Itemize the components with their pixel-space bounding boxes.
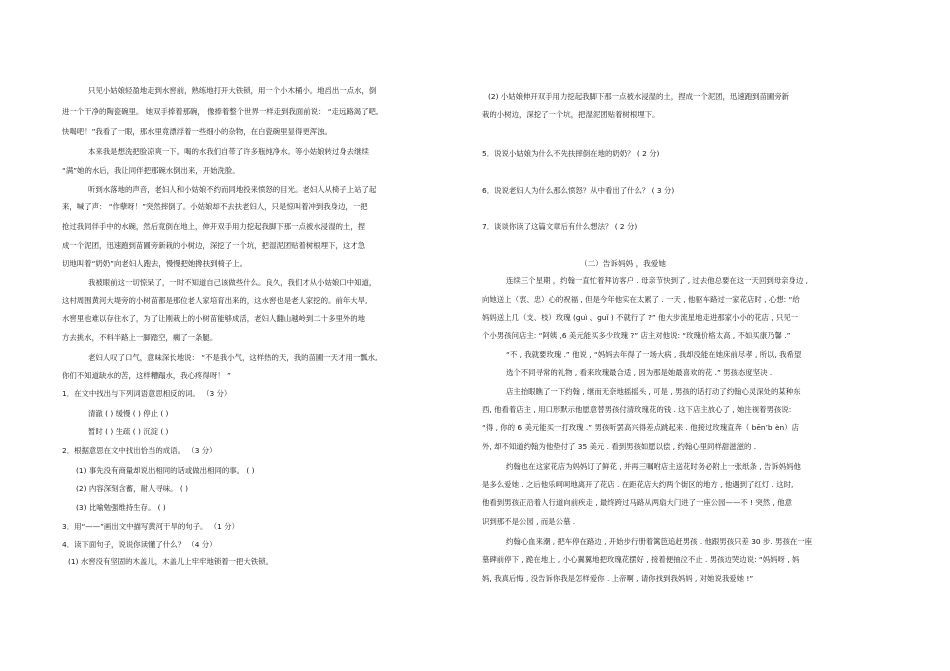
text-line: 水窖里也难以存住水了，为了让刚栽上的小树苗能够成活，老妇人翻山越岭到二十多里外的地 [62, 314, 366, 323]
text-line: (1) 水窖没有坚固的木盖儿，木盖儿上牢牢地锁着一把大铁锁。 [68, 557, 273, 566]
text-line: 7．谈谈你读了这篇文章后有什么想法？ ( 2 分) [482, 222, 638, 231]
text-line: 这村周围黄河大堤旁的小树苗都是那位老人家培育出来的，这水窖也是老人家挖的。前年大旱, [62, 296, 368, 305]
text-line: 店主抬眼瞧了一下约翰 , 继而无奈地摇摇头 , 可是 , 男孩的话打动了约翰心灵深处的某种东 [506, 387, 801, 396]
text-line: 老妇人叹了口气，意味深长地说： “不是我小气，这样热的天，我的苗圃一天才用一瓢水, [88, 353, 378, 362]
text-line: 进一个干净的陶瓷碗里。 她双手捧着那碗， 像捧着整个世界一样走到我面前说： “走远路渴了吧, [62, 107, 379, 116]
text-line: 妈, 我真后悔 , 没告诉你我是怎样爱你 . 上帝啊 , 请你找到我妈妈 , 对她说我爱她 !” [482, 574, 754, 583]
text-line: 妈妈送上几（支、枝）玫瑰 (guì 、guǐ ) 不就行了 ?” 他大步流星地走进那家小小的花店 , 只见一 [482, 313, 799, 322]
text-line: 5．说说小姑娘为什么不先扶摔倒在地的奶奶？ ( 2 分) [482, 149, 660, 158]
text-line: 是多么爱她 . 之后他乐呵呵地离开了花店 . 在距花店大约两个街区的地方 , 他遇到了红灯 . 这时, [482, 480, 794, 489]
text-line: 2．根据意思在文中找出恰当的成语。 （3 分） [62, 446, 217, 455]
text-line: 外, 却不知道约翰为他垫付了 35 美元 . 看到男孩如愿以偿 , 约翰心里同样甜滋滋的 . [482, 442, 757, 451]
text-line: 向她送上（衷、忠）心的祝福 , 但是今年他实在太累了 . 一天 , 他驱车路过一家花店时 , 心想: “给 [482, 295, 800, 304]
text-line: 栽的小树边，深挖了一个坑，把湿泥团贴着树根埋下。 [482, 110, 660, 119]
text-line: 来，喊了声： “作孽呀！”突然摔倒了。小姑娘却不去扶老妇人，只是惊叫着冲到我身边，一把 [62, 202, 368, 211]
section-title: （二）告诉妈妈 ，我爱她 [580, 259, 666, 268]
text-line: 4．读下面句子，说说你读懂了什么？ （4 分） [62, 540, 217, 549]
text-line: 快喝吧！”我看了一眼，那水里竟漂浮着一些细小的杂物，在白瓷碗里显得更浑浊。 [62, 127, 332, 136]
text-line: 个小男孩问店主: “阿姨 ,6 美元能买多少玫瑰 ?” 店主对他说: “玫瑰价格太高 , 不如买康乃馨 .” [482, 331, 791, 340]
text-line: 本来我是想洗把脸凉爽一下。喝的水我们自带了许多瓶纯净水。等小姑娘转过身去继续 [88, 147, 369, 156]
text-line: 约翰也在这家花店为妈妈订了鲜花 , 并再三嘱咐店主送花时务必附上一张纸条 , 告诉妈妈他 [506, 462, 801, 471]
text-line: 抢过我同伴手中的水碗，然后竟倒在地上，伸开双手用力挖起我脚下那一点被水浸湿的土，捏 [62, 222, 366, 231]
text-line: 你们不知道缺水的苦，这样糟蹋水，我心疼得呀！ ” [62, 371, 231, 380]
text-line: “得 , 你的 6 美元能买一打玫瑰 .” 男孩听罢高兴得差点跳起来 . 他接过玫瑰直奔（ bēn’b èn）店 [482, 423, 799, 432]
text-line: (2) 小姑娘伸开双手用力挖起我脚下那一点被水浸湿的土，捏成一个泥团，迅速跑到苗圃旁新 [488, 92, 790, 101]
text-line: 听到水落地的声音，老妇人和小姑娘不约而同地投来愤怒的目光。老妇人从椅子上站了起 [88, 185, 377, 194]
text-line: 清澈 ( ) 缓慢 ( ) 停止 ( ) [88, 409, 169, 418]
text-line: 连续三个星期 ，约翰一直忙着拜访客户 . 母亲节快到了 , 过去他总要在这一天回到母亲身边 , [506, 276, 808, 285]
text-line: (1) 事先没有商量却说出相同的话或做出相同的事。 ( ) [76, 466, 255, 475]
text-line: 切地叫着“奶奶”向老妇人跑去，慢慢把她搀扶到椅子上。 [62, 259, 248, 268]
text-line: 西, 他看着店主 , 用口形默示他愿意替男孩付清玫瑰花的钱 . 这下店主放心了 , 她注视着男孩说: [482, 405, 792, 414]
text-line: 识到那不是公园 , 而是公墓 . [482, 517, 576, 526]
text-line: 3．用“——”画出文中描写黄河干旱的句子。 （1 分） [62, 522, 239, 531]
text-line: (3) 比喻勉强维持生存。 ( ) [76, 503, 166, 512]
text-line: 选个不同寻常的礼物 , 看来玫瑰最合适 , 因为那是她最喜欢的花 .” 男孩态度坚决 . [506, 368, 773, 377]
text-line: “满”她的水后，我让同伴把那碗水倒出来，开始洗脸。 [62, 166, 240, 175]
text-line: 6．说说老妇人为什么那么愤怒？从中看出了什么？ ( 3 分) [482, 186, 675, 195]
text-line: “不 , 我就要玫瑰 .” 他说 , “妈妈去年得了一场大病 , 我却没能在她床前尽孝 , 所以, 我希望 [506, 350, 802, 359]
text-line: 成一个泥团，迅速跑到苗圃旁新栽的小树边，深挖了一个坑，把湿泥团贴着树根埋下，这才急 [62, 241, 366, 250]
text-line: 约翰心血来潮 , 把车停在路边 , 开始步行册着篱笆追赶男孩 . 他跟男孩只差 30 步. 男孩在一座 [506, 537, 813, 546]
text-line: 方去挑水，不料半路上一脚踏空，瘸了一条腿。 [62, 333, 218, 342]
text-line: 墓碑前停下 , 跪在地上 , 小心翼翼地把玫瑰花摆好 , 接着便抽泣不止 . 男孩边哭边说: “妈妈呀 , 妈 [482, 555, 800, 564]
text-line: 只见小姑娘轻盈地走到水窖前，熟练地打开大铁锁，用一个小木桶小。地舀出一点水，倒 [88, 86, 377, 95]
text-line: 我被眼前这一切惊呆了，一时不知道自己该做些什么。良久，我们才从小姑娘口中知道， [88, 278, 377, 287]
text-line: (2) 内容深刻含蓄，耐人寻味。 ( ) [76, 484, 188, 493]
text-line: 暂时 ( ) 生疏 ( ) 沉淀 ( ) [88, 427, 169, 436]
text-line: 他看到男孩正沿着人行道向前疾走 , 最终跨过马路从两扇大门进了一座公园——不 ! 突然 , 他意 [482, 498, 792, 507]
text-line: 1．在文中找出与下列词语意思相反的词。 （3 分） [62, 389, 232, 398]
